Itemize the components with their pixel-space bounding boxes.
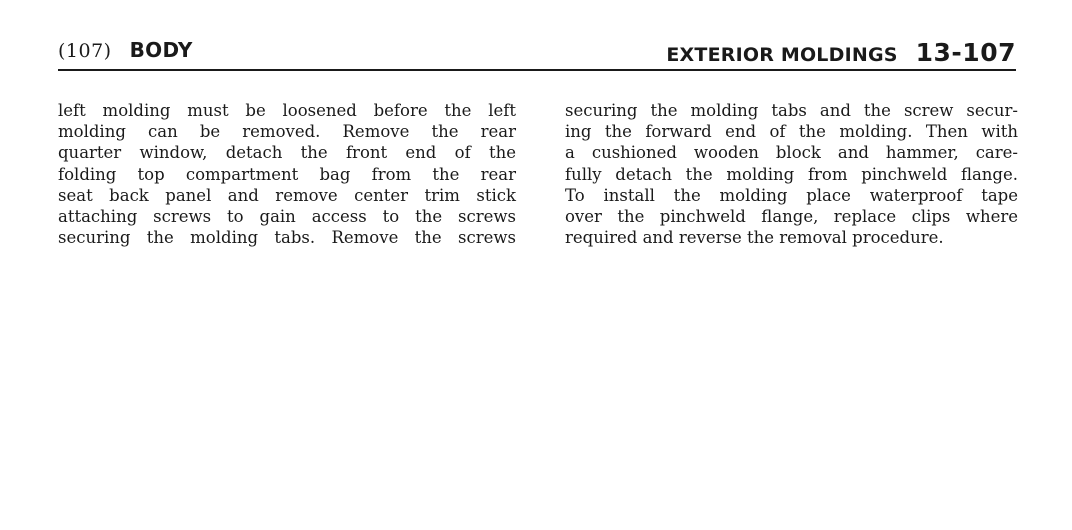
header-right xyxy=(666,38,1016,67)
text-line: molding can be removed. Remove the rear xyxy=(58,122,516,142)
text-line: left molding must be loosened before the left xyxy=(58,101,516,120)
text-line: To install the molding place waterproof tape xyxy=(565,185,1018,205)
chapter-title: EXTERIOR MOLDINGS xyxy=(666,44,898,66)
page-reference: (107) xyxy=(58,40,112,62)
text-line: seat back panel and remove center trim stick xyxy=(58,185,516,205)
text-line: fully detach the molding from pinchweld flange. xyxy=(565,164,1018,184)
right-column-text xyxy=(565,100,1018,248)
text-line: folding top compartment bag from the rear xyxy=(58,164,516,184)
text-line: securing the molding tabs. Remove the screws xyxy=(58,228,516,248)
left-column-text xyxy=(58,100,516,248)
text-line: over the pinchweld flange, replace clips where xyxy=(565,207,1018,227)
text-line: required and reverse the removal procedure. xyxy=(565,228,944,248)
page-number: 13-107 xyxy=(915,38,1016,67)
page-header xyxy=(58,38,1016,70)
text-line: ing the forward end of the molding. Then with xyxy=(565,122,1018,142)
section-name: BODY xyxy=(129,38,193,62)
text-line: a cushioned wooden block and hammer, care- xyxy=(565,143,1018,163)
text-line: quarter window, detach the front end of the xyxy=(58,143,516,163)
header-rule xyxy=(58,69,1016,71)
text-line: attaching screws to gain access to the screws xyxy=(58,207,516,227)
text-line: securing the molding tabs and the screw secur- xyxy=(565,101,1018,120)
header-left xyxy=(58,38,193,62)
